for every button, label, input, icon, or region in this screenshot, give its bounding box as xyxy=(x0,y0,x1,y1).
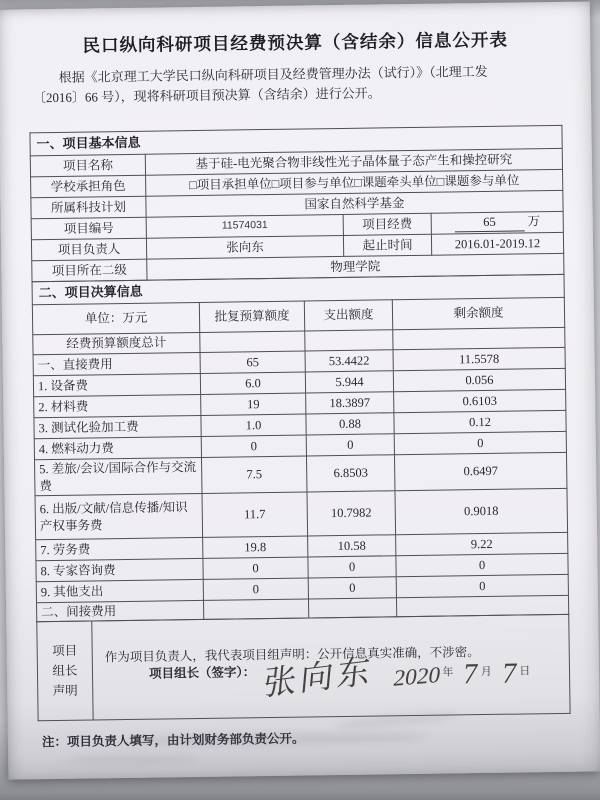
approved-cell xyxy=(203,599,308,620)
spent-cell: 10.58 xyxy=(308,535,396,557)
program-value: 国家自然科学基金 xyxy=(146,190,563,217)
item-name-cell: 二、间接费用 xyxy=(37,600,204,622)
school-role-options: □项目承担单位□项目参与单位□课题牵头单位□课题参与单位 xyxy=(146,169,563,196)
declaration-label-cell xyxy=(37,621,93,721)
item-name-cell: 5. 差旅/会议/国际合作与交流费 xyxy=(35,457,202,495)
remaining-cell: 0 xyxy=(394,431,566,454)
remaining-cell: 0 xyxy=(396,553,568,576)
basic-info-table xyxy=(29,125,564,282)
item-name-cell: 7. 劳务费 xyxy=(36,537,203,560)
spent-cell: 6.8503 xyxy=(306,455,394,492)
handwritten-day: 7 xyxy=(499,657,519,690)
budget-table xyxy=(32,274,570,623)
approved-cell: 0 xyxy=(203,557,308,579)
declaration-label-line: 组长 xyxy=(52,663,78,679)
program-label: 所属科技计划 xyxy=(31,196,146,219)
handwritten-year: 2020 xyxy=(391,661,443,691)
school-role-label: 学校承担角色 xyxy=(31,175,146,198)
project-pi-label: 项目负责人 xyxy=(31,238,146,261)
remaining-cell: 0.056 xyxy=(393,368,565,391)
remaining-cell: 0.6103 xyxy=(394,389,566,412)
day-unit: 日 xyxy=(519,664,531,678)
project-name-value: 基于硅-电光聚合物非线性光子晶体量子态产生和操控研究 xyxy=(145,148,562,175)
spent-cell: 5.944 xyxy=(305,371,393,393)
section-2-title: 二、项目决算信息 xyxy=(32,274,564,304)
intro-line-1: 根据《北京理工大学民口纵向科研项目及经费管理办法（试行）》（北理工发 xyxy=(58,63,488,85)
declaration-label-line: 项目 xyxy=(52,643,78,658)
project-funds-unit: 万 xyxy=(527,214,541,229)
spent-cell: 0 xyxy=(308,577,396,599)
approved-cell: 1.0 xyxy=(201,414,306,436)
item-name-cell: 2. 材料费 xyxy=(34,394,201,417)
spent-cell xyxy=(305,330,393,351)
col-header-approved: 批复预算额度 xyxy=(199,301,304,332)
handwritten-month: 7 xyxy=(461,657,480,691)
spent-cell: 10.7982 xyxy=(307,491,396,536)
month-unit: 月 xyxy=(480,665,492,678)
project-period-value: 2016.01-2019.12 xyxy=(431,232,563,255)
project-funds-label: 项目经费 xyxy=(343,213,431,235)
item-name-cell: 经费预算额度总计 xyxy=(33,332,200,354)
remaining-cell: 0.6497 xyxy=(394,452,567,490)
remaining-cell: 9.22 xyxy=(396,532,568,555)
project-funds-value: 65 xyxy=(454,214,524,232)
form-title: 民口纵向科研项目经费预决算（含结余）信息公开表 xyxy=(82,29,509,56)
declaration-table xyxy=(36,614,570,721)
item-name-cell: 6. 出版/文献/信息传播/知识产权事务费 xyxy=(35,493,203,539)
project-funds-cell xyxy=(431,211,563,234)
project-period-label: 起止时间 xyxy=(343,234,431,256)
year-unit: 年 xyxy=(442,666,454,679)
approved-cell: 7.5 xyxy=(201,456,306,493)
page-bleed-through-mark xyxy=(68,755,198,764)
item-name-cell: 9. 其他支出 xyxy=(36,579,203,602)
declaration-label-line: 声明 xyxy=(52,684,78,699)
spent-cell: 0.88 xyxy=(306,413,394,435)
approved-cell: 6.0 xyxy=(200,372,305,394)
page-content xyxy=(0,1,600,750)
remaining-cell: 0 xyxy=(396,574,568,597)
approved-cell: 19.8 xyxy=(203,536,308,558)
project-pi-value: 张向东 xyxy=(146,235,343,259)
remaining-cell xyxy=(393,327,565,349)
approved-cell: 0 xyxy=(203,578,308,600)
declaration-body xyxy=(97,637,566,704)
declaration-label xyxy=(42,642,89,699)
scanned-document-page xyxy=(0,1,600,779)
spent-cell: 0 xyxy=(306,434,394,456)
item-name-cell: 1. 设备费 xyxy=(33,373,200,396)
project-name-label: 项目名称 xyxy=(30,154,145,177)
approved-cell: 19 xyxy=(201,393,306,415)
remaining-cell: 11.5578 xyxy=(393,347,565,370)
approved-cell: 11.7 xyxy=(202,492,308,537)
spent-cell: 0 xyxy=(308,556,396,578)
project-code-label: 项目编号 xyxy=(31,217,146,240)
signature-label: 项目组长（签字）： xyxy=(148,664,256,681)
budget-row-publication xyxy=(35,488,568,539)
col-header-remaining: 剩余额度 xyxy=(392,297,564,329)
col-header-unit: 单位：万元 xyxy=(32,302,199,334)
approved-cell: 0 xyxy=(201,435,306,457)
col-header-spent: 支出额度 xyxy=(304,300,392,331)
intro-paragraph xyxy=(33,61,565,107)
intro-line-2: 〔2016〕66 号），现将科研项目预决算（含结余）进行公开。 xyxy=(32,84,381,105)
declaration-row xyxy=(37,615,570,721)
item-name-cell: 4. 燃料动力费 xyxy=(34,436,201,459)
department-label: 项目所在二级 xyxy=(32,259,147,282)
spent-cell: 53.4422 xyxy=(305,350,393,372)
spent-cell xyxy=(308,598,396,618)
declaration-statement: 作为项目负责人，我代表项目组声明：公开信息真实准确，不涉密。 xyxy=(104,644,480,664)
department-value: 物理学院 xyxy=(147,253,564,280)
project-code-value: 11574031 xyxy=(146,214,343,238)
item-name-cell: 3. 测试化验加工费 xyxy=(34,415,201,438)
section-1-title: 一、项目基本信息 xyxy=(30,125,562,155)
item-name-cell: 一、直接费用 xyxy=(33,352,200,375)
handwritten-signature: 张向东 xyxy=(262,653,376,704)
declaration-body-cell xyxy=(92,615,570,721)
approved-cell xyxy=(200,331,305,352)
remaining-cell: 0.12 xyxy=(394,410,566,433)
approved-cell: 65 xyxy=(200,351,305,373)
remaining-cell: 0.9018 xyxy=(395,488,568,534)
item-name-cell: 8. 专家咨询费 xyxy=(36,558,203,581)
footnote: 注：项目负责人填写，由计划财务部负责公开。 xyxy=(41,731,305,750)
spent-cell: 18.3897 xyxy=(306,392,394,414)
